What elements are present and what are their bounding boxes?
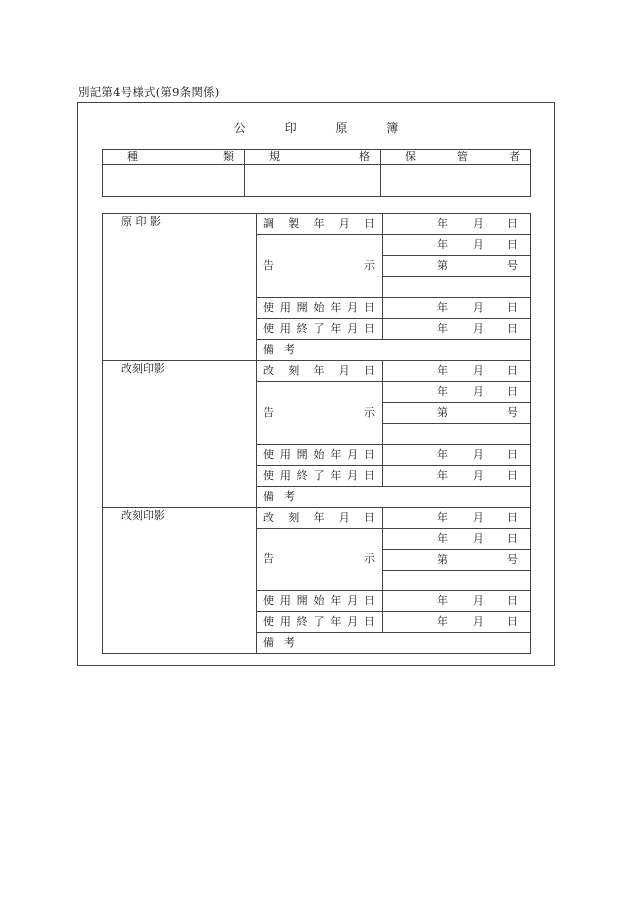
date-value[interactable]: 年 月 日	[383, 360, 531, 381]
end-date-label: 使 用 終 了 年 月 日	[257, 318, 383, 339]
end-date-value[interactable]: 年 月 日	[383, 465, 531, 486]
notice-blank-field[interactable]	[383, 277, 531, 298]
date-value[interactable]: 年 月 日	[383, 507, 531, 528]
header-type: 種 類	[103, 150, 245, 165]
type-field[interactable]	[103, 165, 245, 197]
end-date-label: 使 用 終 了 年 月 日	[257, 612, 383, 633]
start-date-value[interactable]: 年 月 日	[383, 444, 531, 465]
notice-blank-field[interactable]	[383, 570, 531, 591]
date-label: 改 刻 年 月 日	[257, 360, 383, 381]
start-date-value[interactable]: 年 月 日	[383, 591, 531, 612]
notice-label: 告 示	[257, 235, 383, 298]
custodian-field[interactable]	[381, 165, 531, 197]
title-char: 印	[284, 121, 297, 135]
date-label: 改 刻 年 月 日	[257, 507, 383, 528]
form-title	[78, 119, 554, 136]
notice-label: 告 示	[257, 528, 383, 591]
header-custodian: 保 管 者	[381, 150, 531, 165]
remarks-field[interactable]	[257, 339, 531, 360]
start-date-value[interactable]: 年 月 日	[383, 297, 531, 318]
form-caption: 別記第4号様式(第9条関係)	[78, 85, 220, 99]
notice-number-value[interactable]: 第 号	[383, 402, 531, 423]
end-date-value[interactable]: 年 月 日	[383, 318, 531, 339]
notice-label: 告 示	[257, 381, 383, 444]
remarks-field[interactable]	[257, 633, 531, 654]
remarks-field[interactable]	[257, 486, 531, 507]
start-date-label: 使 用 開 始 年 月 日	[257, 297, 383, 318]
form-frame	[77, 102, 555, 666]
start-date-label: 使 用 開 始 年 月 日	[257, 591, 383, 612]
notice-date-value[interactable]: 年 月 日	[383, 381, 531, 402]
spec-field[interactable]	[245, 165, 381, 197]
date-value[interactable]: 年 月 日	[383, 214, 531, 235]
remarks-label: 備考	[263, 342, 305, 356]
title-char: 原	[335, 121, 348, 135]
notice-date-value[interactable]: 年 月 日	[383, 235, 531, 256]
seal-impression-cell[interactable]: 改刻印影	[103, 507, 257, 654]
seal-impression-cell[interactable]: 原 印 影	[103, 214, 257, 361]
date-label: 調 製 年 月 日	[257, 214, 383, 235]
title-char: 簿	[386, 121, 399, 135]
seal-record-table	[102, 213, 531, 654]
end-date-label: 使 用 終 了 年 月 日	[257, 465, 383, 486]
remarks-label: 備考	[263, 636, 305, 650]
seal-impression-cell[interactable]: 改刻印影	[103, 360, 257, 507]
header-spec: 規 格	[245, 150, 381, 165]
end-date-value[interactable]: 年 月 日	[383, 612, 531, 633]
notice-date-value[interactable]: 年 月 日	[383, 528, 531, 549]
seal-info-table	[102, 149, 531, 197]
remarks-label: 備考	[263, 489, 305, 503]
notice-blank-field[interactable]	[383, 423, 531, 444]
notice-number-value[interactable]: 第 号	[383, 256, 531, 277]
start-date-label: 使 用 開 始 年 月 日	[257, 444, 383, 465]
title-char: 公	[233, 121, 246, 135]
notice-number-value[interactable]: 第 号	[383, 549, 531, 570]
